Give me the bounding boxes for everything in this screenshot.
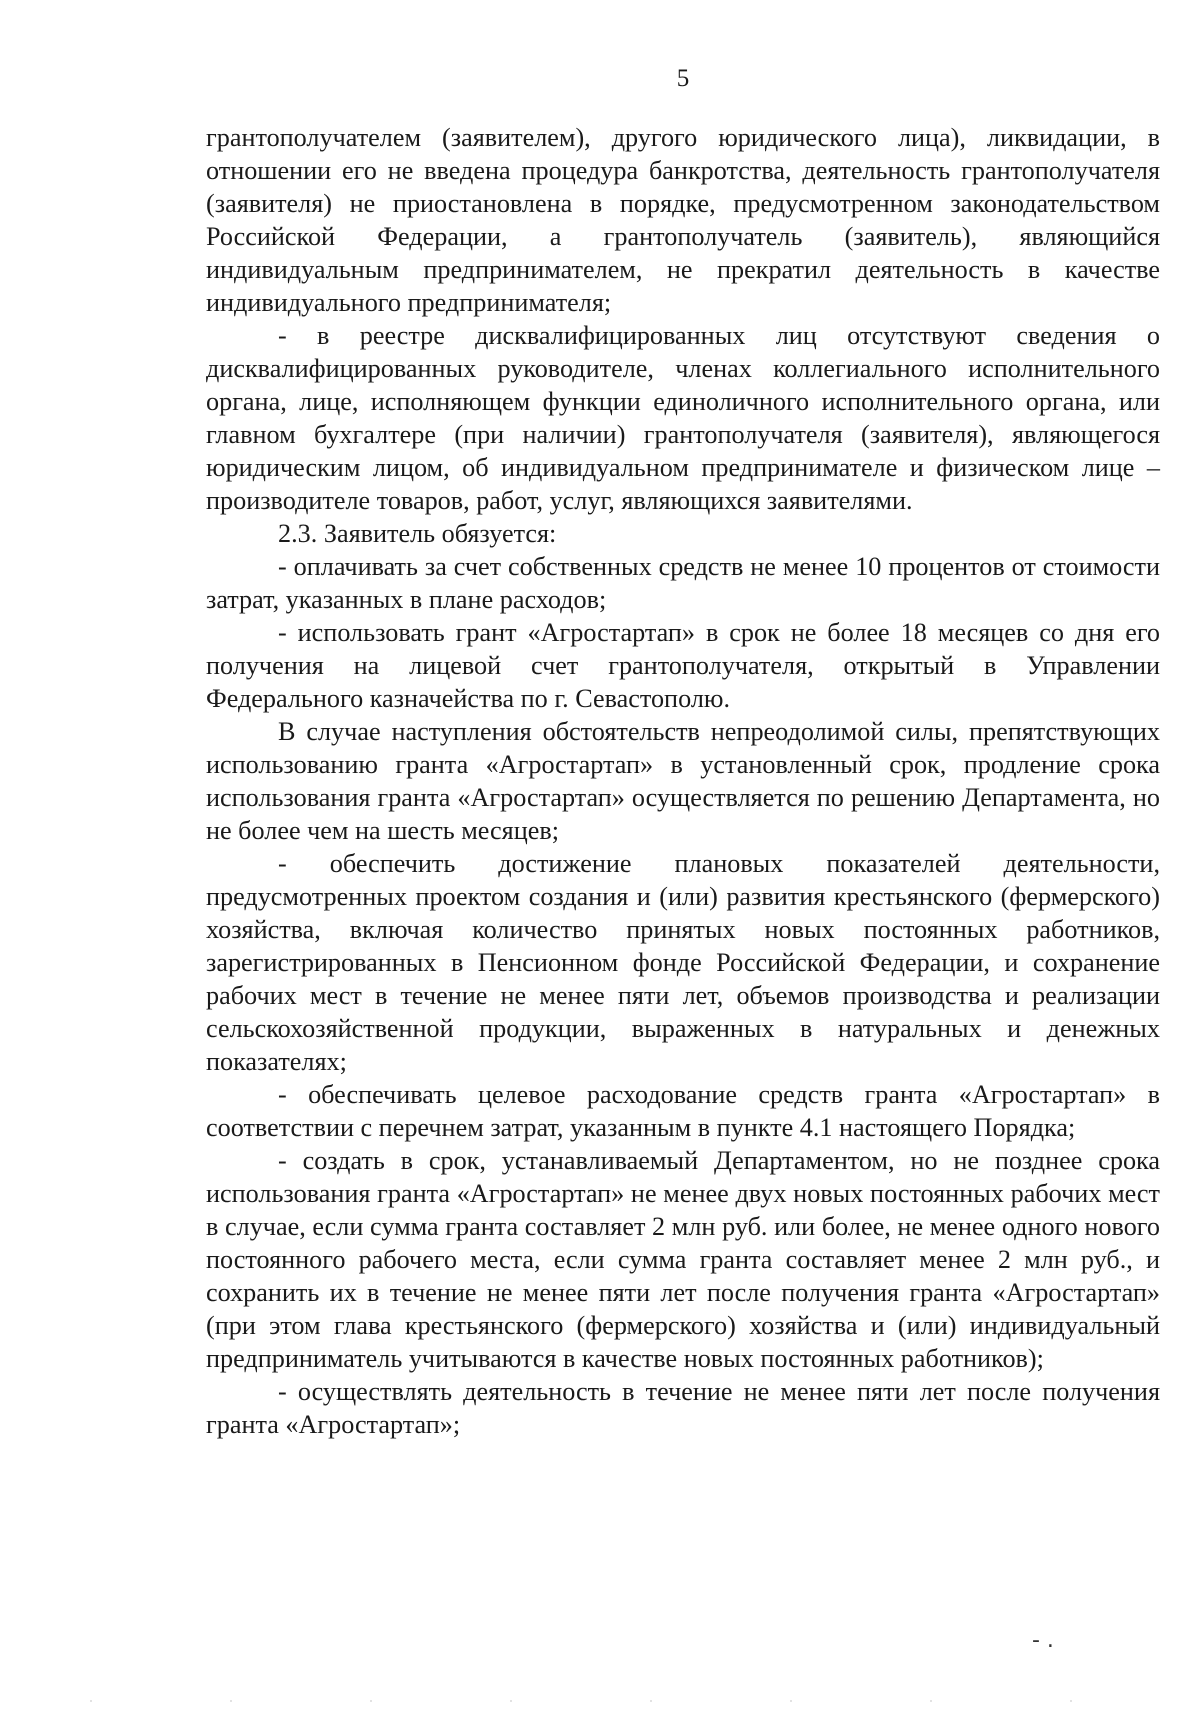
paragraph-planned-indicators: - обеспечить достижение плановых показателей деятельности, предусмотренных проектом создания и (или) развития крестьянского (фермерского) хозяйства, включая количество принятых новых постоянных работников, зарегистрированных в Пенсионном фонде Российской Федерации, и сохранение рабочих мест в течение не менее пяти лет, объемов производства и реализации сельскохозяйственной продукции, выраженных в натуральных и денежных показателях; (206, 849, 1160, 1076)
scan-edge-artifact (90, 1700, 1130, 1702)
page-number: 5 (676, 65, 690, 92)
section-heading-2-3: 2.3. Заявитель обязуется: (278, 519, 557, 548)
paragraph-force-majeure: В случае наступления обстоятельств непреодолимой силы, препятствующих использованию гранта «Агростартап» в установленный срок, продление срока использования гранта «Агростартап» осуществляется по решению Департамента, но не более чем на шесть месяцев; (206, 717, 1160, 845)
document-body (206, 121, 1160, 1441)
paragraph-own-funds: - оплачивать за счет собственных средств не менее 10 процентов от стоимости затрат, указанных в плане расходов; (206, 552, 1160, 614)
paragraph-create-jobs: - создать в срок, устанавливаемый Департаментом, но не позднее срока использования гранта «Агростартап» не менее двух новых постоянных рабочих мест в случае, если сумма гранта составляет 2 млн руб. или более, не менее одного нового постоянного рабочего места, если сумма гранта составляет менее 2 млн руб., и сохранить их в течение не менее пяти лет после получения гранта «Агростартап» (при этом глава крестьянского (фермерского) хозяйства и (или) индивидуальный предприниматель учитываются в качестве новых постоянных работников); (206, 1146, 1160, 1373)
paragraph-disqualified-registry: - в реестре дисквалифицированных лиц отсутствуют сведения о дисквалифицированных руководителе, членах коллегиального исполнительного органа, лице, исполняющем функции единоличного исполнительного органа, или главном бухгалтере (при наличии) грантополучателя (заявителя), являющегося юридическим лицом, об индивидуальном предпринимателе и физическом лице – производителе товаров, работ, услуг, являющихся заявителями. (206, 321, 1160, 515)
scan-corner-mark: - . (1032, 1628, 1054, 1653)
paragraph-activity-duration: - осуществлять деятельность в течение не менее пяти лет после получения гранта «Агростартап»; (206, 1377, 1160, 1439)
paragraph-targeted-spending: - обеспечивать целевое расходование средств гранта «Агростартап» в соответствии с перечнем затрат, указанным в пункте 4.1 настоящего Порядка; (206, 1080, 1160, 1142)
paragraph-grant-usage-term: - использовать грант «Агростартап» в срок не более 18 месяцев со дня его получения на лицевой счет грантополучателя, открытый в Управлении Федерального казначейства по г. Севастополю. (206, 618, 1160, 713)
paragraph-eligibility-continuation: грантополучателем (заявителем), другого юридического лица), ликвидации, в отношении его не введена процедура банкротства, деятельность грантополучателя (заявителя) не приостановлена в порядке, предусмотренном законодательством Российской Федерации, а грантополучатель (заявитель), являющийся индивидуальным предпринимателем, не прекратил деятельность в качестве индивидуального предпринимателя; (206, 123, 1160, 317)
